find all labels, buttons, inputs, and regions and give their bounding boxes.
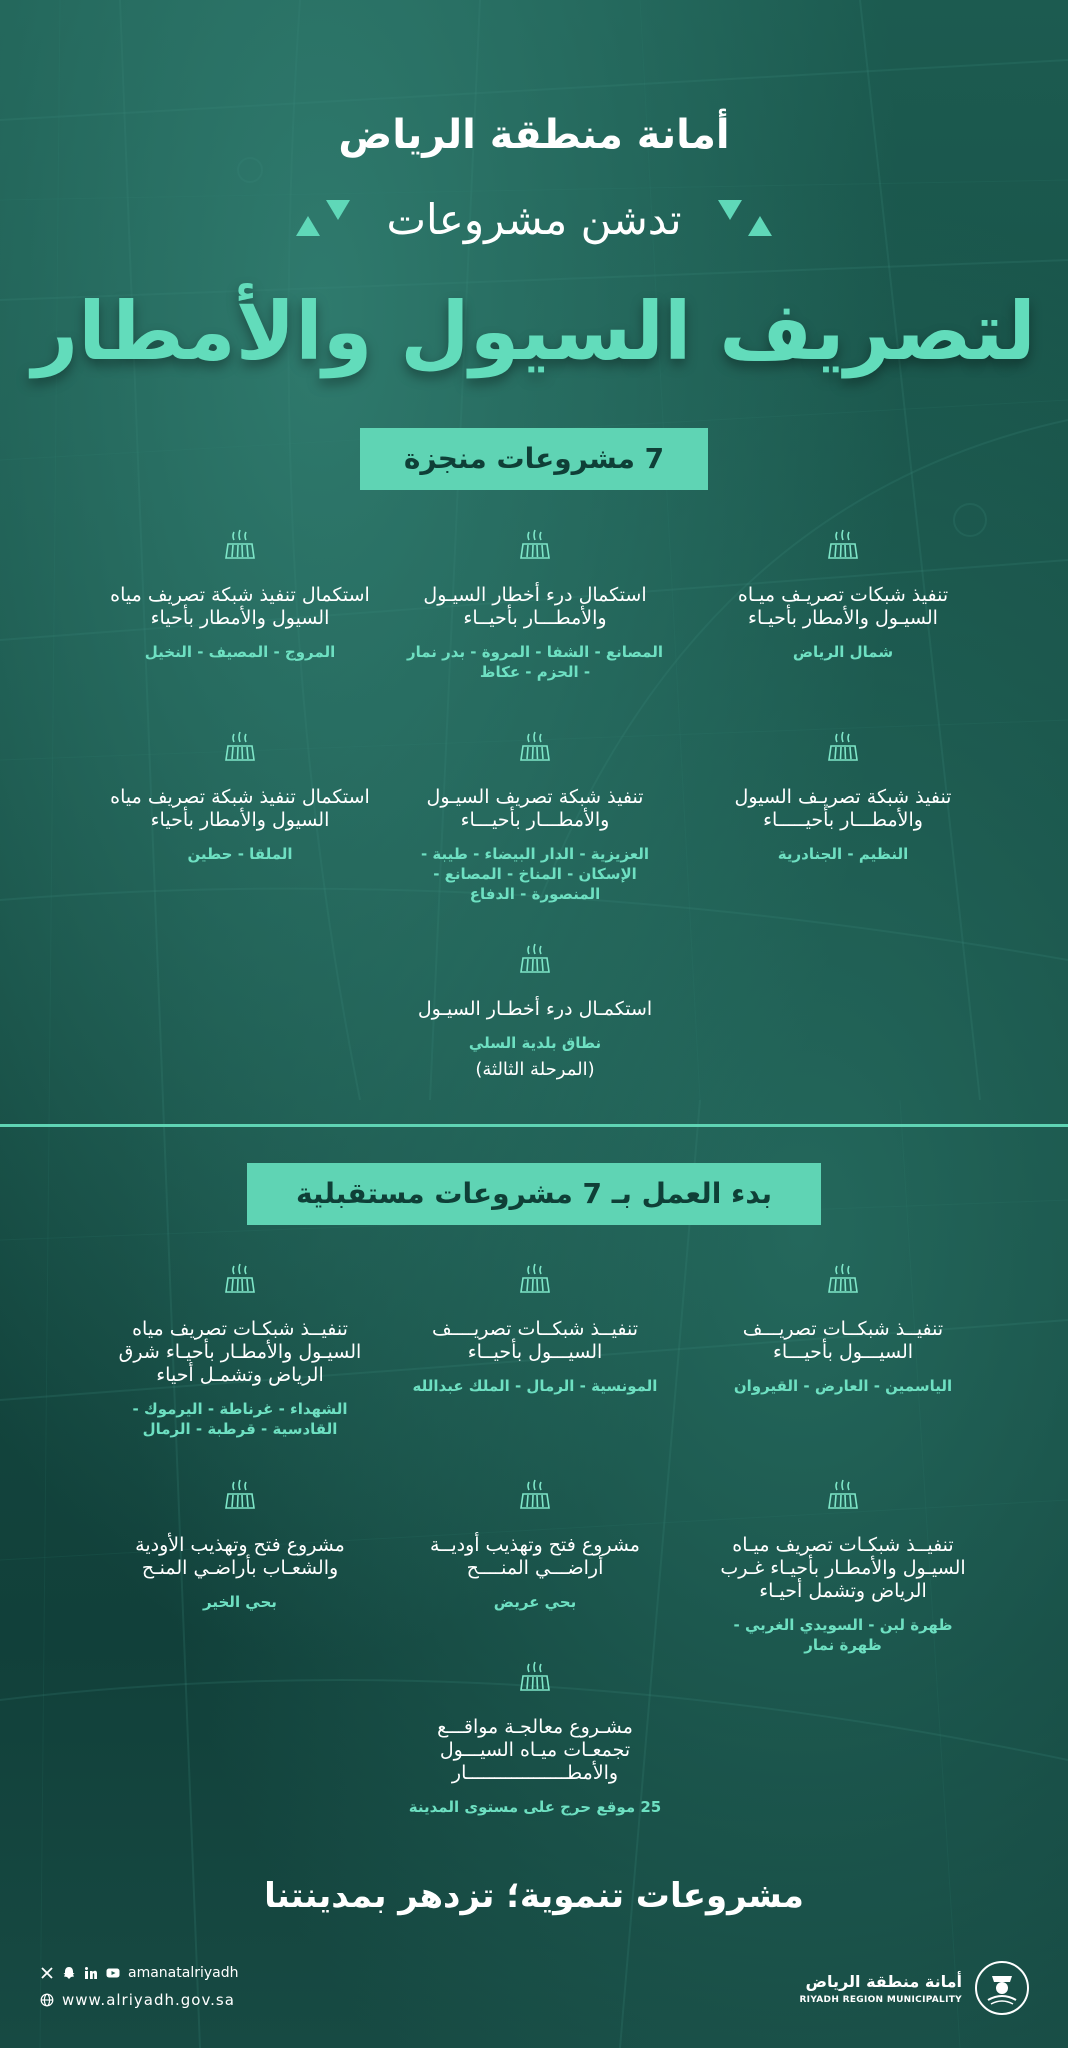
project-description: تنفيــذ شبكــات تصريــــف السيـــول بأحيــاء: [432, 1318, 638, 1363]
logo-english-name: RIYADH REGION MUNICIPALITY: [799, 1994, 962, 2005]
project-description: تنفيــذ شبكــات تصريـــف السيـــول بأحيـــاء: [742, 1318, 944, 1363]
project-areas: بحي عريض: [493, 1593, 577, 1611]
main-title: لتصريف السيول والأمطار: [32, 285, 1036, 378]
snapchat-icon[interactable]: [62, 1966, 76, 1980]
project-areas: المروج - المصيف - النخيل: [144, 643, 336, 661]
section-divider: [0, 1124, 1068, 1127]
project-areas: 25 موقع حرج على مستوى المدينة: [408, 1798, 662, 1816]
drain-grate-icon: [222, 1478, 258, 1512]
project-phase-note: (المرحلة الثالثة): [475, 1059, 595, 1080]
website-link[interactable]: www.alriyadh.gov.sa: [62, 1991, 235, 2009]
completed-project-5: [405, 730, 665, 904]
completed-banner: 7 مشروعات منجزة: [360, 428, 708, 490]
completed-project-7: [405, 942, 665, 1080]
completed-project-4: [713, 730, 973, 864]
upcoming-project-1: [713, 1262, 973, 1396]
launch-subheading: تدشن مشروعات: [386, 195, 682, 244]
drain-grate-icon: [222, 1262, 258, 1296]
logo-text: [799, 1972, 962, 2005]
social-row: [40, 1965, 238, 1981]
project-areas: المونسية - الرمال - الملك عبدالله: [412, 1377, 658, 1395]
triangle-decoration-icon: [296, 200, 350, 240]
project-description: تنفيذ شبكة تصريـف السيول والأمطـــار بأحيـــــاء: [734, 786, 952, 831]
project-description: استكمـال درء أخطـار السيـول: [417, 998, 653, 1020]
project-description: تنفيذ شبكة تصريف السيـول والأمطـــار بأحيـــاء: [426, 786, 644, 831]
completed-project-1: [713, 528, 973, 662]
launch-row: [0, 195, 1068, 244]
project-areas: بحي الخير: [203, 1593, 277, 1611]
project-areas: ظهرة لبن - السويدي الغربي - ظهرة نمار: [733, 1616, 953, 1654]
upcoming-project-7: [405, 1660, 665, 1817]
drain-grate-icon: [517, 730, 553, 764]
upcoming-project-6: [110, 1478, 370, 1612]
municipality-seal-icon: [974, 1960, 1030, 2016]
triangle-decoration-icon: [718, 200, 772, 240]
project-areas: النظيم - الجنادرية: [777, 845, 909, 863]
drain-grate-icon: [222, 730, 258, 764]
drain-grate-icon: [517, 528, 553, 562]
completed-project-6: [110, 730, 370, 864]
project-description: مشروع فتح وتهذيب أوديــة أراضـــي المنــــح: [430, 1534, 640, 1579]
project-description: استكمال تنفيذ شبكة تصريف مياه السيول والأمطار بأحياء: [110, 786, 370, 831]
project-areas: المصانع - الشفا - المروة - بدر نمار - الحزم - عكاظ: [406, 643, 664, 681]
drain-grate-icon: [517, 942, 553, 976]
upcoming-project-3: [110, 1262, 370, 1439]
project-areas: الياسمين - العارض - القيروان: [733, 1377, 953, 1395]
project-description: مشـروع معالجـة مواقـــع تجمعـات ميـاه السيـــول والأمطــــــــــــــــــار: [437, 1716, 633, 1784]
upcoming-project-2: [405, 1262, 665, 1396]
drain-grate-icon: [517, 1262, 553, 1296]
logo-arabic-name: أمانة منطقة الرياض: [805, 1971, 962, 1991]
linkedin-icon[interactable]: [84, 1966, 98, 1980]
drain-grate-icon: [825, 528, 861, 562]
org-heading: أمانة منطقة الرياض: [338, 112, 730, 158]
drain-grate-icon: [825, 1262, 861, 1296]
municipality-logo: [799, 1960, 1030, 2016]
tagline: مشروعات تنموية؛ تزدهر بمدينتنا: [264, 1876, 804, 1916]
drain-grate-icon: [825, 1478, 861, 1512]
project-areas: شمال الرياض: [792, 643, 894, 661]
drain-grate-icon: [517, 1660, 553, 1694]
upcoming-project-5: [405, 1478, 665, 1612]
completed-project-3: [110, 528, 370, 662]
globe-icon: [40, 1993, 54, 2007]
project-description: تنفيــذ شبكـات تصريف ميـاه السيـول والأمطـار بأحيـاء غـرب الرياض وتشمل أحيـاء: [720, 1534, 966, 1602]
project-description: تنفيــذ شبكـات تصريف مياه السيـول والأمطـار بأحيـاء شرق الرياض وتشمـل أحياء: [118, 1318, 362, 1386]
project-description: تنفيذ شبكات تصريـف ميـاه السيـول والأمطار بأحيـاء: [737, 584, 949, 629]
project-description: استكمال درء أخطار السيـول والأمطـــار بأحيــاء: [423, 584, 647, 629]
project-areas: الملقا - حطين: [187, 845, 293, 863]
social-handle[interactable]: amanatalriyadh: [128, 1965, 239, 1981]
project-description: مشروع فتح وتهذيب الأودية والشعـاب بأراضـي المنـح: [135, 1534, 345, 1579]
drain-grate-icon: [517, 1478, 553, 1512]
project-description: استكمال تنفيذ شبكة تصريف مياه السيول والأمطار بأحياء: [110, 584, 370, 629]
drain-grate-icon: [222, 528, 258, 562]
footer-contacts: [40, 1965, 238, 2009]
upcoming-project-4: [713, 1478, 973, 1655]
project-areas: العزيزية - الدار البيضاء - طيبة - الإسكان - المناخ - المصانع - المنصورة - الدفاع: [420, 845, 650, 903]
drain-grate-icon: [825, 730, 861, 764]
website-row: [40, 1991, 238, 2009]
youtube-icon[interactable]: [106, 1966, 120, 1980]
upcoming-banner: بدء العمل بـ 7 مشروعات مستقبلية: [247, 1163, 821, 1225]
project-areas: الشهداء - غرناطة - اليرموك - القادسية - قرطبة - الرمال: [132, 1400, 348, 1438]
completed-project-2: [405, 528, 665, 682]
project-areas: نطاق بلدية السلي: [468, 1034, 602, 1052]
x-icon[interactable]: [40, 1966, 54, 1980]
